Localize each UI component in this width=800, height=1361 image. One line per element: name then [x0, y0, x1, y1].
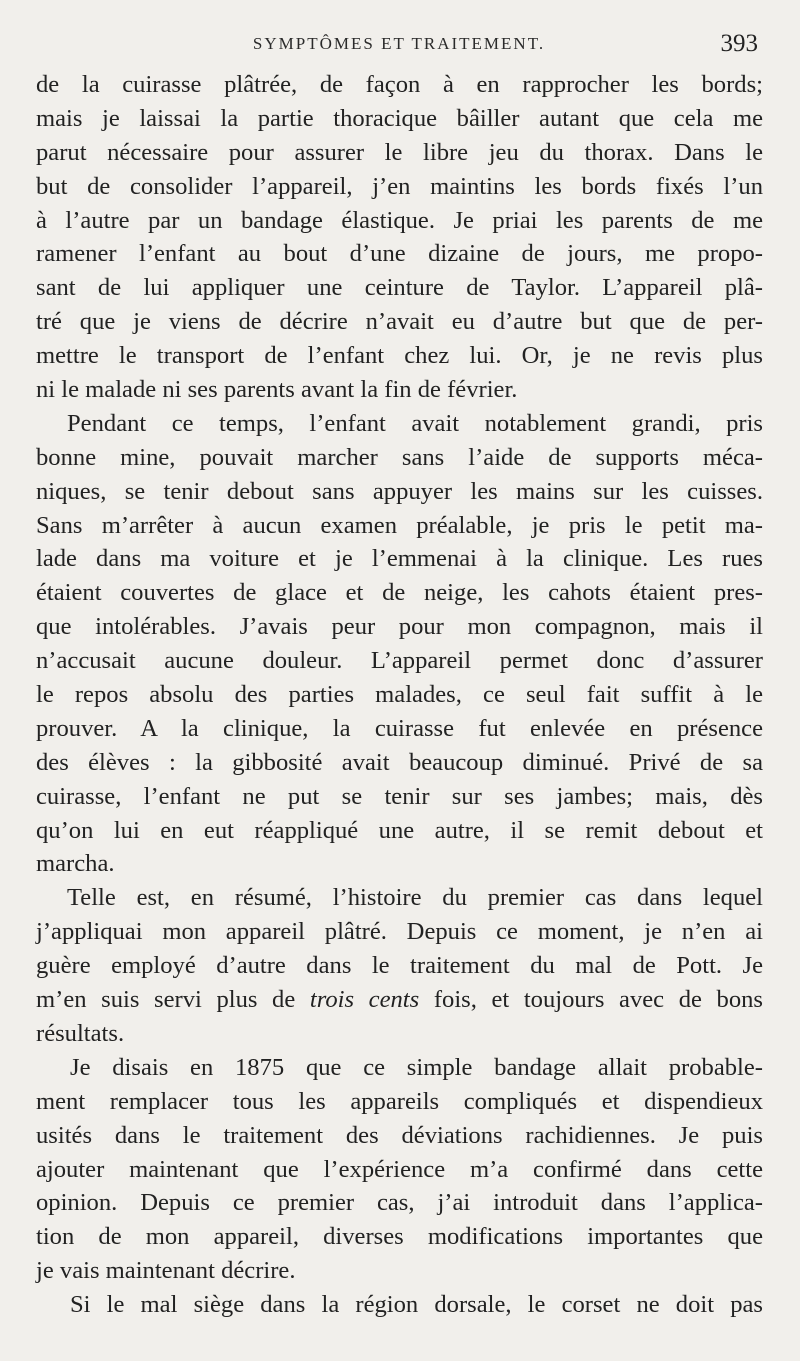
text-line: Sans m’arrêter à aucun examen préalable, je pris le petit ma-	[36, 511, 763, 539]
text-line: guère employé d’autre dans le traitement du mal de Pott. Je	[36, 952, 763, 980]
text-line: résultats.	[36, 1019, 125, 1047]
body-text	[36, 68, 763, 1322]
text-segment: m’en suis servi plus de	[36, 986, 310, 1014]
text-line: à l’autre par un bandage élastique. Je priai les parents de me	[36, 206, 763, 234]
page-number: 393	[720, 30, 758, 57]
text-line: ajouter maintenant que l’expérience m’a confirmé dans cette	[36, 1155, 763, 1183]
text-line: ment remplacer tous les appareils compliqués et dispendieux	[36, 1087, 763, 1115]
paragraph-first-line: Telle est, en résumé, l’histoire du premier cas dans lequel	[67, 884, 763, 912]
page-header	[36, 30, 762, 60]
text-line: étaient couvertes de glace et de neige, les cahots étaient pres-	[36, 579, 763, 607]
text-segment: fois, et toujours avec de bons	[419, 986, 763, 1014]
text-line: ni le malade ni ses parents avant la fin de février.	[36, 376, 518, 404]
text-line: mais je laissai la partie thoracique bâiller autant que cela me	[36, 104, 763, 132]
paragraph-first-line: Je disais en 1875 que ce simple bandage allait probable-	[70, 1053, 763, 1081]
text-line: bonne mine, pouvait marcher sans l’aide de supports méca-	[36, 443, 763, 471]
text-line: des élèves : la gibbosité avait beaucoup diminué. Privé de sa	[36, 748, 763, 776]
text-line: de la cuirasse plâtrée, de façon à en rapprocher les bords;	[36, 71, 763, 98]
text-line: tion de mon appareil, diverses modifications importantes que	[36, 1223, 763, 1251]
paragraph-first-line: Si le mal siège dans la région dorsale, le corset ne doit pas	[70, 1291, 763, 1319]
text-line: niques, se tenir debout sans appuyer les mains sur les cuisses.	[36, 477, 763, 505]
text-line: lade dans ma voiture et je l’emmenai à la clinique. Les rues	[36, 545, 763, 573]
text-line: que intolérables. J’avais peur pour mon compagnon, mais il	[36, 613, 763, 641]
running-title: SYMPTÔMES ET TRAITEMENT.	[252, 34, 546, 53]
text-line: parut nécessaire pour assurer le libre jeu du thorax. Dans le	[36, 138, 763, 166]
text-line: je vais maintenant décrire.	[36, 1257, 296, 1285]
text-line: usités dans le traitement des déviations rachidiennes. Je puis	[36, 1121, 763, 1149]
text-line: n’accusait aucune douleur. L’appareil permet donc d’assurer	[36, 647, 763, 675]
text-line: cuirasse, l’enfant ne put se tenir sur ses jambes; mais, dès	[36, 782, 763, 810]
text-line: ramener l’enfant au bout d’une dizaine de jours, me propo-	[36, 240, 763, 268]
paragraph-first-line: Pendant ce temps, l’enfant avait notablement grandi, pris	[67, 409, 763, 437]
text-line	[36, 983, 763, 1017]
text-line: sant de lui appliquer une ceinture de Taylor. L’appareil plâ-	[36, 274, 763, 302]
italic-phrase: trois cents	[309, 986, 420, 1014]
text-line: prouver. A la clinique, la cuirasse fut enlevée en présence	[36, 714, 763, 742]
text-line: marcha.	[36, 850, 115, 878]
text-line: tré que je viens de décrire n’avait eu d’autre but que de per-	[36, 308, 763, 336]
text-line: opinion. Depuis ce premier cas, j’ai introduit dans l’applica-	[36, 1189, 763, 1217]
text-line: qu’on lui en eut réappliqué une autre, il se remit debout et	[36, 816, 763, 844]
text-line: mettre le transport de l’enfant chez lui. Or, je ne revis plus	[36, 342, 763, 370]
text-line: but de consolider l’appareil, j’en maintins les bords fixés l’un	[36, 172, 763, 200]
text-line: j’appliquai mon appareil plâtré. Depuis ce moment, je n’en ai	[36, 918, 763, 946]
text-line: le repos absolu des parties malades, ce seul fait suffit à le	[36, 681, 763, 709]
